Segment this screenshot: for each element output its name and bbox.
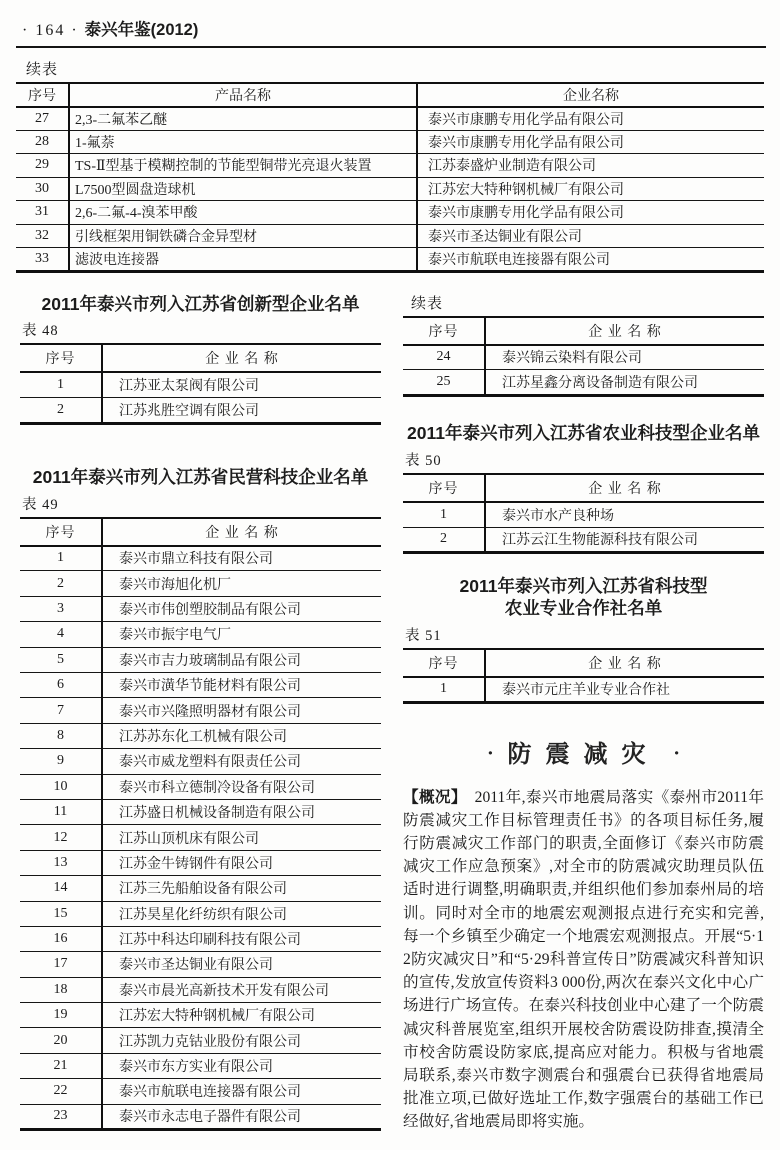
innovative-enterprises-title: 2011年泰兴市列入江苏省创新型企业名单 — [41, 293, 360, 314]
table-48-label: 表 48 — [22, 323, 59, 340]
table-cell: 10 — [20, 774, 102, 799]
two-column-area — [0, 273, 780, 1134]
table-cell: 江苏山顶机床有限公司 — [102, 825, 381, 850]
coop-title-line2: 农业专业合作社名单 — [504, 597, 663, 618]
coop-title-line1: 2011年泰兴市列入江苏省科技型 — [459, 575, 708, 596]
table-cell: 泰兴市圣达铜业有限公司 — [417, 224, 764, 248]
table-row — [20, 1053, 381, 1078]
table-row — [20, 1028, 381, 1053]
table-cell: 1 — [403, 502, 485, 527]
column-header: 产品名称 — [69, 83, 417, 107]
header-rule — [16, 46, 766, 48]
enterprises-continued-table — [403, 316, 764, 397]
table-header-row — [20, 344, 381, 372]
table-row — [20, 1104, 381, 1129]
column-header: 序号 — [403, 317, 485, 345]
table-row — [20, 622, 381, 647]
table-cell: 泰兴市航联电连接器有限公司 — [417, 248, 764, 272]
table-cell: 30 — [16, 177, 69, 201]
table-cell: 泰兴市航联电连接器有限公司 — [102, 1079, 381, 1104]
table-cell: 江苏宏大特种钢机械厂有限公司 — [102, 1003, 381, 1028]
table-cell: 江苏苏东化工机械有限公司 — [102, 723, 381, 748]
coop-title — [403, 576, 764, 620]
table-row — [20, 372, 381, 397]
table-row — [403, 345, 764, 370]
table-cell: 江苏盛日机械设备制造有限公司 — [102, 799, 381, 824]
table-cell: 泰兴市康鹏专用化学品有限公司 — [417, 130, 764, 154]
column-header: 序号 — [403, 474, 485, 502]
table-cell: 9 — [20, 749, 102, 774]
earthquake-section-heading — [403, 734, 764, 769]
table-cell: 2 — [20, 571, 102, 596]
table-row — [16, 201, 764, 225]
table-cell: 2 — [403, 527, 485, 552]
table-cell: 泰兴锦云染料有限公司 — [485, 345, 764, 370]
table-row — [20, 799, 381, 824]
left-column — [20, 273, 381, 1134]
table-row — [20, 1079, 381, 1104]
table-49-label: 表 49 — [22, 496, 59, 513]
private-tech-enterprises-table — [20, 517, 381, 1131]
table-cell: 2,6-二氟-4-溴苯甲酸 — [69, 201, 417, 225]
private-tech-enterprises-title: 2011年泰兴市列入江苏省民营科技企业名单 — [32, 466, 369, 487]
table-cell: 泰兴市海旭化机厂 — [102, 571, 381, 596]
table-cell: 泰兴市鼎立科技有限公司 — [102, 546, 381, 571]
table-row — [20, 825, 381, 850]
table-cell: 江苏星鑫分离设备制造有限公司 — [485, 370, 764, 395]
table-cell: 13 — [20, 850, 102, 875]
table-cell: 7 — [20, 698, 102, 723]
table-row — [403, 502, 764, 527]
table-cell: 27 — [16, 107, 69, 131]
page-number: · 164 · — [22, 22, 79, 39]
page-header — [0, 0, 780, 40]
column-header: 序号 — [403, 649, 485, 677]
table-cell: 泰兴市永志电子器件有限公司 — [102, 1104, 381, 1129]
table-cell: 1-氟萘 — [69, 130, 417, 154]
table-cell: L7500型圆盘造球机 — [69, 177, 417, 201]
table-cell: 21 — [20, 1053, 102, 1078]
table-row — [20, 876, 381, 901]
table-row — [403, 677, 764, 702]
heading-left-dot: · — [487, 742, 494, 764]
table-cell: 31 — [16, 201, 69, 225]
table-row — [20, 571, 381, 596]
table-row — [20, 1003, 381, 1028]
table-row — [20, 647, 381, 672]
table-cell: 泰兴市晨光高新技术开发有限公司 — [102, 977, 381, 1002]
table-cell: 8 — [20, 723, 102, 748]
column-header: 企 业 名 称 — [102, 518, 381, 546]
products-continued-table — [16, 82, 764, 273]
column-header: 企 业 名 称 — [485, 649, 764, 677]
table-cell: 泰兴市水产良种场 — [485, 502, 764, 527]
table-row — [20, 672, 381, 697]
table-row — [20, 901, 381, 926]
table-cell: 泰兴市威龙塑料有限责任公司 — [102, 749, 381, 774]
table-cell: 11 — [20, 799, 102, 824]
heading-right-dot: · — [673, 742, 680, 764]
overview-text: 2011年,泰兴市地震局落实《泰州市2011年防震减灾工作目标管理责任书》的各项目标任务,履行防震减灾工作部门的职责,全面修订《泰兴市防震减灾工作应急预案》,对全市的防震减灾助理员队伍适时进行调整,明确职责,并组织他们参加泰州局的培训。同时对全市的地震宏观测报点进行充实和完善,每一个乡镇至少确定一个地震宏观测报点。开展“5·12防灾减灾日”和“5·29科普宣传日”防震减灾科普知识的宣传,发放宣传资料3 000份,两次在泰兴文化中心广场进行广场宣传。在泰兴科技创业中心建了一个防震减灾科普展览室,组织开展校舍防震设防排查,摸清全市校舍防震设防家底,提高应对能力。积极与省地震局联系,泰兴市数字测震台和强震台已获得省地震局批准立项,已做好选址工作,数字强震台的基础工作已经做好,省地震局即将实施。 — [403, 788, 764, 1131]
right-column — [403, 273, 764, 1134]
table-cell: 泰兴市潢华节能材料有限公司 — [102, 672, 381, 697]
table-row — [20, 952, 381, 977]
column-header: 序号 — [20, 344, 102, 372]
table-cell: 12 — [20, 825, 102, 850]
continued-table-label-right: 续表 — [411, 295, 444, 312]
book-title: 泰兴年鉴(2012) — [84, 21, 199, 39]
table-cell: 14 — [20, 876, 102, 901]
table-cell: 22 — [20, 1079, 102, 1104]
table-cell: 江苏兆胜空调有限公司 — [102, 398, 381, 423]
table-cell: 17 — [20, 952, 102, 977]
table-cell: 5 — [20, 647, 102, 672]
table-header-row — [403, 474, 764, 502]
table-row — [20, 723, 381, 748]
table-cell: 1 — [403, 677, 485, 702]
coop-table — [403, 648, 764, 704]
table-cell: 江苏中科达印刷科技有限公司 — [102, 926, 381, 951]
column-header: 序号 — [20, 518, 102, 546]
table-cell: 28 — [16, 130, 69, 154]
table-cell: 24 — [403, 345, 485, 370]
table-cell: 25 — [403, 370, 485, 395]
column-header: 企 业 名 称 — [485, 317, 764, 345]
table-row — [16, 177, 764, 201]
table-row — [20, 926, 381, 951]
agri-tech-enterprises-title: 2011年泰兴市列入江苏省农业科技型企业名单 — [407, 422, 760, 443]
table-cell: 19 — [20, 1003, 102, 1028]
table-row — [16, 107, 764, 131]
table-cell: 3 — [20, 596, 102, 621]
table-cell: 江苏宏大特种钢机械厂有限公司 — [417, 177, 764, 201]
table-cell: 江苏云江生物能源科技有限公司 — [485, 527, 764, 552]
innovative-enterprises-table — [20, 343, 381, 424]
table-cell: 泰兴市圣达铜业有限公司 — [102, 952, 381, 977]
table-cell: 江苏金牛铸钢件有限公司 — [102, 850, 381, 875]
table-row — [20, 546, 381, 571]
table-row — [403, 370, 764, 395]
agri-tech-enterprises-table — [403, 473, 764, 554]
table-cell: 泰兴市振宇电气厂 — [102, 622, 381, 647]
table-row — [16, 154, 764, 178]
column-header: 企 业 名 称 — [485, 474, 764, 502]
table-row — [16, 130, 764, 154]
table-cell: 4 — [20, 622, 102, 647]
table-cell: 2 — [20, 398, 102, 423]
table-row — [16, 248, 764, 272]
table-row — [20, 977, 381, 1002]
table-row — [20, 749, 381, 774]
table-cell: 32 — [16, 224, 69, 248]
table-header-row — [20, 518, 381, 546]
table-cell: 引线框架用铜铁磷合金异型材 — [69, 224, 417, 248]
heading-text: 防震减灾 — [507, 738, 660, 768]
table-cell: 泰兴市兴隆照明器材有限公司 — [102, 698, 381, 723]
table-cell: 滤波电连接器 — [69, 248, 417, 272]
table-cell: 江苏凯力克钴业股份有限公司 — [102, 1028, 381, 1053]
column-header: 企 业 名 称 — [102, 344, 381, 372]
table-cell: 29 — [16, 154, 69, 178]
earthquake-overview-paragraph — [403, 786, 764, 1134]
table-cell: 6 — [20, 672, 102, 697]
table-cell: 16 — [20, 926, 102, 951]
column-header: 序号 — [16, 83, 69, 107]
table-cell: 23 — [20, 1104, 102, 1129]
table-50-label: 表 50 — [405, 452, 442, 469]
table-row — [20, 774, 381, 799]
table-header-row — [16, 83, 764, 107]
table-cell: TS-Ⅱ型基于模糊控制的节能型铜带光亮退火装置 — [69, 154, 417, 178]
table-cell: 泰兴市元庄羊业专业合作社 — [485, 677, 764, 702]
table-cell: 15 — [20, 901, 102, 926]
table-cell: 江苏三先船舶设备有限公司 — [102, 876, 381, 901]
table-cell: 1 — [20, 372, 102, 397]
table-cell: 33 — [16, 248, 69, 272]
table-cell: 1 — [20, 546, 102, 571]
table-cell: 泰兴市吉力玻璃制品有限公司 — [102, 647, 381, 672]
table-cell: 泰兴市康鹏专用化学品有限公司 — [417, 201, 764, 225]
table-cell: 江苏昊星化纤纺织有限公司 — [102, 901, 381, 926]
table-51-label: 表 51 — [405, 627, 442, 644]
table-row — [20, 596, 381, 621]
table-cell: 泰兴市伟创塑胶制品有限公司 — [102, 596, 381, 621]
table-row — [20, 850, 381, 875]
table-cell: 江苏泰盛炉业制造有限公司 — [417, 154, 764, 178]
table-row — [20, 398, 381, 423]
overview-label: 【概况】 — [403, 788, 467, 806]
table-cell: 20 — [20, 1028, 102, 1053]
table-cell: 江苏亚太泵阀有限公司 — [102, 372, 381, 397]
table-cell: 泰兴市东方实业有限公司 — [102, 1053, 381, 1078]
table-header-row — [403, 649, 764, 677]
table-cell: 泰兴市康鹏专用化学品有限公司 — [417, 107, 764, 131]
column-header: 企业名称 — [417, 83, 764, 107]
table-row — [20, 698, 381, 723]
table-cell: 泰兴市科立德制冷设备有限公司 — [102, 774, 381, 799]
table-row — [403, 527, 764, 552]
table-cell: 2,3-二氟苯乙醚 — [69, 107, 417, 131]
table-cell: 18 — [20, 977, 102, 1002]
table-row — [16, 224, 764, 248]
table-header-row — [403, 317, 764, 345]
continued-table-label: 续表 — [26, 62, 59, 78]
